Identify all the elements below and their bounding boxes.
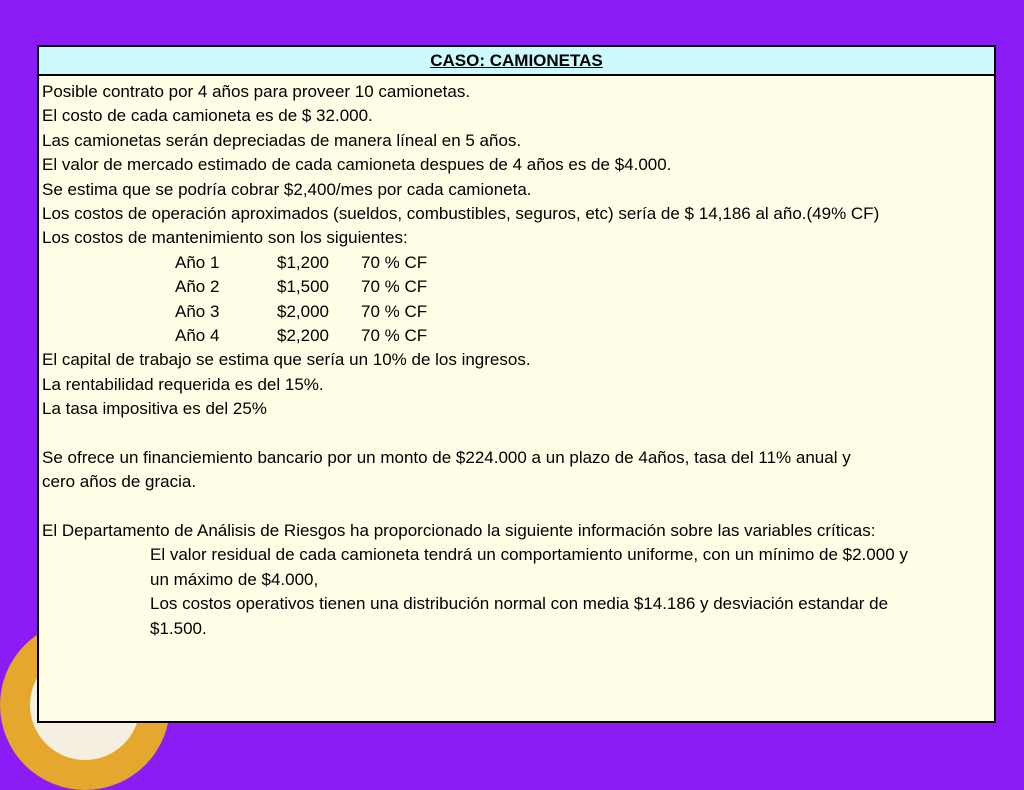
intro-line: El valor de mercado estimado de cada camioneta despues de 4 años es de $4.000. bbox=[42, 155, 672, 175]
spacer bbox=[42, 421, 994, 445]
case-content bbox=[39, 76, 994, 641]
intro-line: Posible contrato por 4 años para proveer 10 camionetas. bbox=[42, 82, 471, 101]
intro-line: Las camionetas serán depreciadas de manera líneal en 5 años. bbox=[42, 130, 522, 150]
maintenance-cost: $1,200 bbox=[277, 252, 329, 272]
assumption-line: La rentabilidad requerida es del 15%. bbox=[42, 374, 324, 394]
intro-line: Los costos de mantenimiento son los siguientes: bbox=[42, 228, 408, 248]
case-title: CASO: CAMIONETAS bbox=[430, 51, 603, 70]
case-panel bbox=[37, 45, 996, 723]
maintenance-cf: 70 % CF bbox=[361, 252, 428, 272]
maintenance-row bbox=[42, 251, 994, 275]
maintenance-cost: $2,000 bbox=[277, 301, 329, 321]
panel-header bbox=[39, 47, 994, 76]
maintenance-year: Año 2 bbox=[175, 277, 220, 297]
risk-line: un máximo de $4.000, bbox=[150, 569, 319, 589]
maintenance-cf: 70 % CF bbox=[361, 301, 428, 321]
maintenance-row bbox=[42, 324, 994, 348]
risk-line: El valor residual de cada camioneta tendrá un comportamiento uniforme, con un mínimo de $2.000 y bbox=[150, 545, 908, 565]
spacer bbox=[42, 495, 994, 519]
financing-line: Se ofrece un financiemiento bancario por un monto de $224.000 a un plazo de 4años, tasa del 11% anual y bbox=[42, 447, 851, 467]
risk-intro: El Departamento de Análisis de Riesgos ha proporcionado la siguiente información sobre las variables críticas: bbox=[42, 521, 876, 541]
risk-line: $1.500. bbox=[150, 618, 207, 638]
maintenance-cf: 70 % CF bbox=[361, 325, 428, 345]
risk-line: Los costos operativos tienen una distribución normal con media $14.186 y desviación estandar de bbox=[150, 594, 889, 614]
assumption-line: El capital de trabajo se estima que sería un 10% de los ingresos. bbox=[42, 350, 531, 370]
maintenance-cf: 70 % CF bbox=[361, 277, 428, 297]
maintenance-cost: $1,500 bbox=[277, 277, 329, 297]
maintenance-year: Año 1 bbox=[175, 252, 220, 272]
intro-line: Se estima que se podría cobrar $2,400/mes por cada camioneta. bbox=[42, 179, 532, 199]
maintenance-year: Año 4 bbox=[175, 325, 220, 345]
financing-line: cero años de gracia. bbox=[42, 472, 197, 492]
intro-line: Los costos de operación aproximados (sueldos, combustibles, seguros, etc) sería de $ 14,186 al año.(49% CF) bbox=[42, 203, 880, 223]
assumption-line: La tasa impositiva es del 25% bbox=[42, 399, 267, 419]
intro-line: El costo de cada camioneta es de $ 32.000. bbox=[42, 106, 373, 126]
maintenance-row bbox=[42, 300, 994, 324]
maintenance-year: Año 3 bbox=[175, 301, 220, 321]
maintenance-cost: $2,200 bbox=[277, 325, 329, 345]
maintenance-row bbox=[42, 275, 994, 299]
